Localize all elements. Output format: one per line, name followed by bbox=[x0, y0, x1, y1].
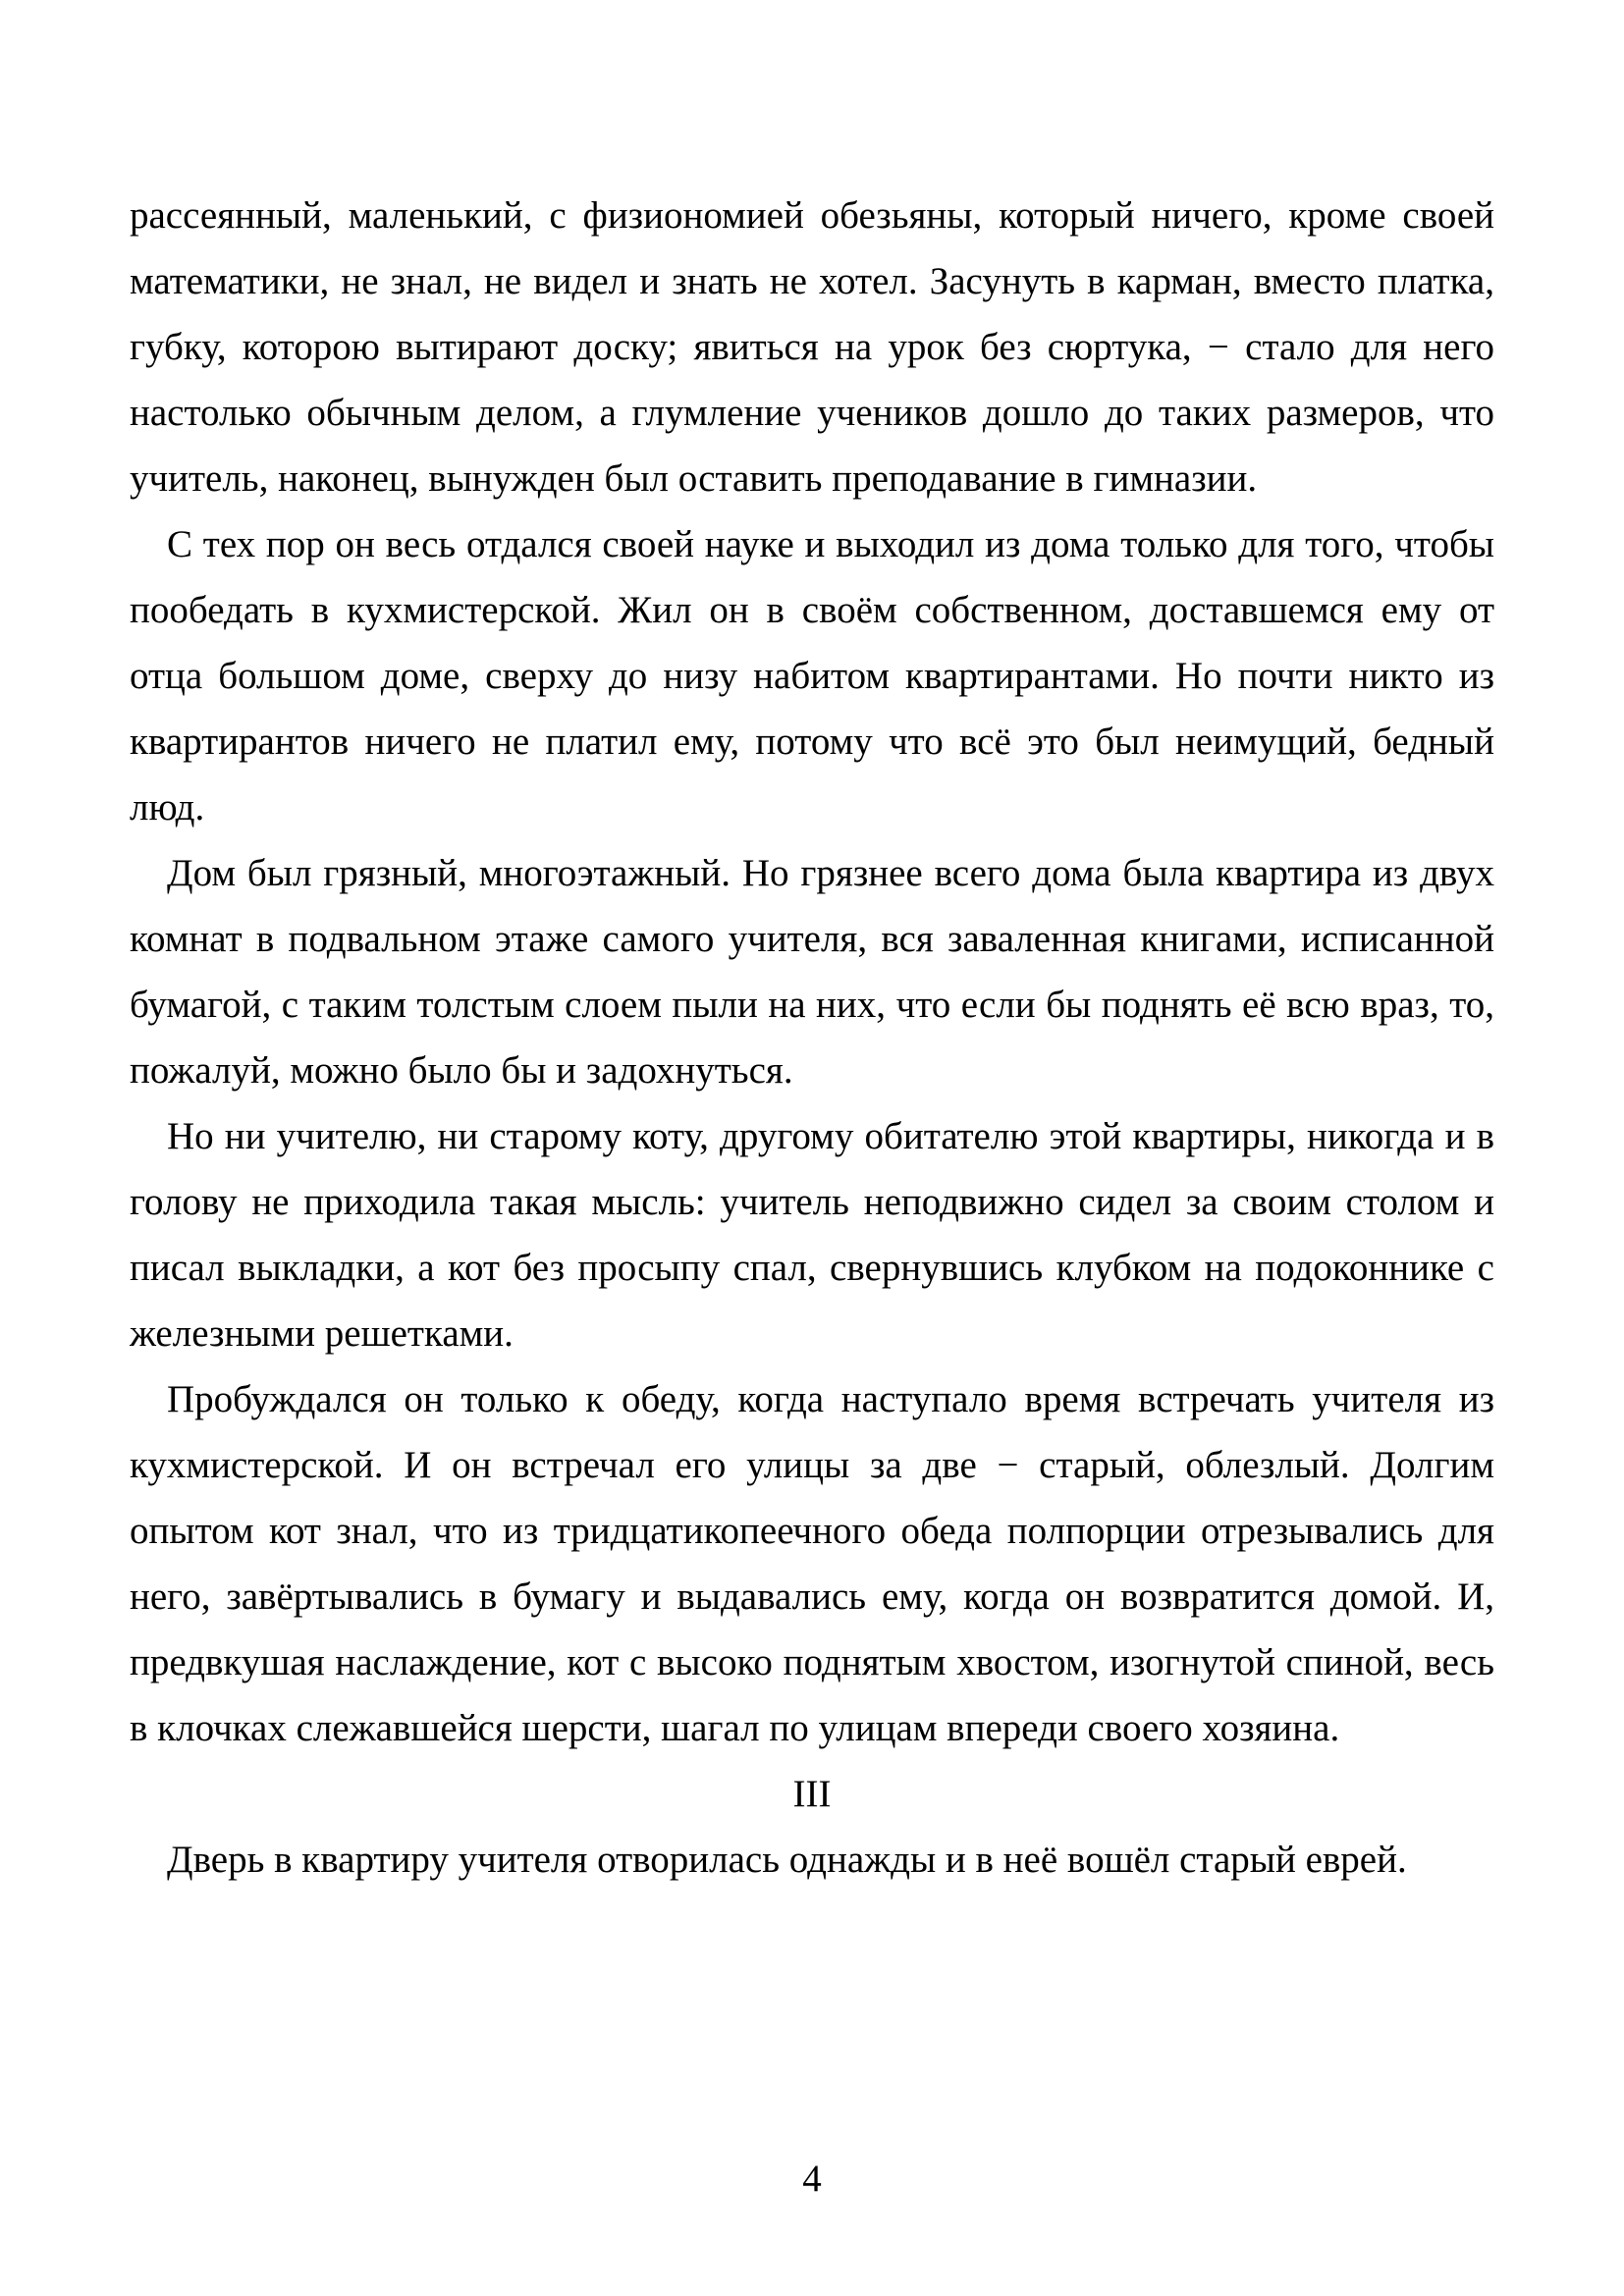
paragraph: Пробуждался он только к обеду, когда наступало время встречать учителя из кухмистерской. И он встречал его улицы за две − старый, облезлый. Долгим опытом кот знал, что из тридцатикопеечного обеда полпорции отрезывались для него, завёртывались в бумагу и выдавались ему, когда он возвратится домой. И, предвкушая наслаждение, кот с высоко поднятым хвостом, изогнутой спиной, весь в клочках слежавшейся шерсти, шагал по улицам впереди своего хозяина. bbox=[130, 1378, 1494, 1749]
paragraph: Дверь в квартиру учителя отворилась однажды и в неё вошёл старый еврей. bbox=[167, 1839, 1407, 1881]
section-heading: III bbox=[792, 1773, 832, 1815]
text-block bbox=[130, 183, 1494, 1893]
paragraph: Но ни учителю, ни старому коту, другому обитателю этой квартиры, никогда и в голову не приходила такая мысль: учитель неподвижно сидел за своим столом и писал выкладки, а кот без просыпу спал, свернувшись клубком на подоконнике с железными решетками. bbox=[130, 1115, 1494, 1355]
page-number: 4 bbox=[802, 2158, 822, 2200]
paragraph-continuation: рассеянный, маленький, с физиономией обезьяны, который ничего, кроме своей математики, не знал, не видел и знать не хотел. Засунуть в карман, вместо платка, губку, которою вытирают доску; явиться на урок без сюртука, − стало для него настолько обычным делом, а глумление учеников дошло до таких размеров, что учитель, наконец, вынужден был оставить преподавание в гимназии. bbox=[130, 194, 1494, 500]
paragraph: Дом был грязный, многоэтажный. Но грязнее всего дома была квартира из двух комнат в подвальном этаже самого учителя, вся заваленная книгами, исписанной бумагой, с таким толстым слоем пыли на них, что если бы поднять её всю враз, то, пожалуй, можно было бы и задохнуться. bbox=[130, 852, 1494, 1092]
paragraph: С тех пор он весь отдался своей науке и выходил из дома только для того, чтобы пообедать в кухмистерской. Жил он в своём собственном, доставшемся ему от отца большом доме, сверху до низу набитом квартирантами. Но почти никто из квартирантов ничего не платил ему, потому что всё это был неимущий, бедный люд. bbox=[130, 523, 1494, 828]
